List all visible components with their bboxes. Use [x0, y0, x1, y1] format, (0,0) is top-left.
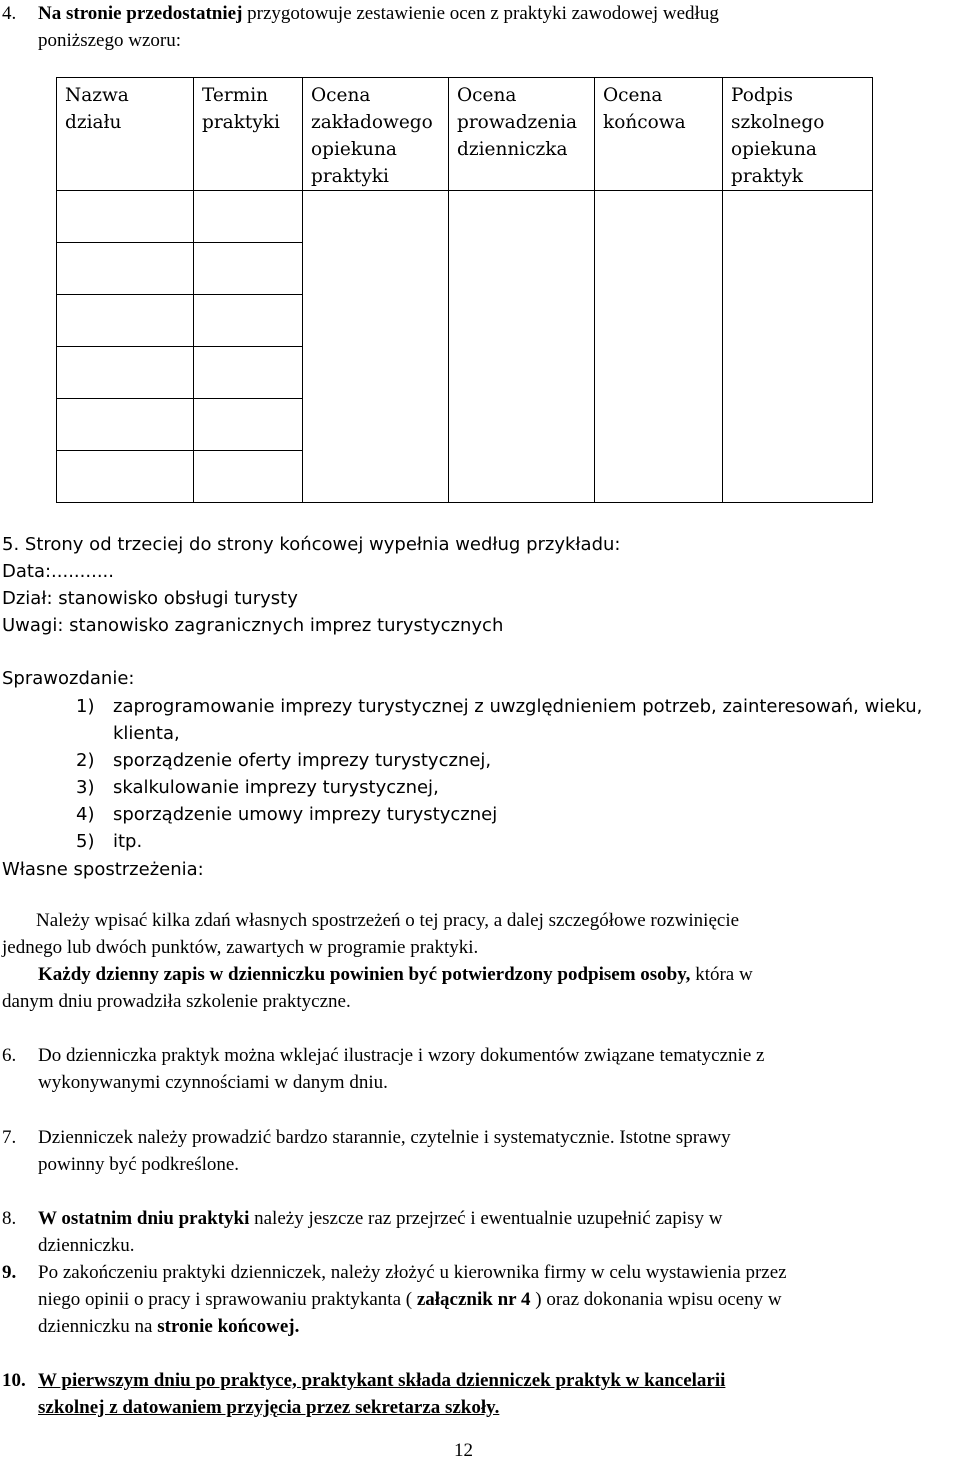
table-cell[interactable] — [194, 399, 303, 451]
item-10-number-text: 10. — [2, 1370, 26, 1391]
header-termin-praktyki — [194, 78, 303, 191]
table-cell[interactable] — [57, 295, 194, 347]
item-7-line1: Dzienniczek należy prowadzić bardzo starannie, czytelnie i systematycznie. Istotne sprawy — [38, 1127, 731, 1148]
header-text: Termin praktyki — [202, 85, 280, 133]
list-item: skalkulowanie imprezy turystycznej, — [113, 777, 439, 798]
grades-table — [56, 77, 873, 503]
paragraph-2-line1 — [38, 961, 753, 988]
header-text: Podpis szkolnego opiekuna praktyk — [731, 85, 825, 187]
item-6-line1: Do dzienniczka praktyk można wklejać ilustracje i wzory dokumentów związane tematycznie z — [38, 1045, 765, 1066]
item-9-line3-a: dzienniczku na — [38, 1316, 158, 1337]
item-9-line2-c: ) oraz dokonania wpisu oceny w — [530, 1289, 782, 1310]
sprawozdanie-label: Sprawozdanie: — [2, 668, 135, 689]
item-5-line: 5. Strony od trzeciej do strony końcowej wypełnia według przykładu: — [2, 534, 621, 555]
list-item: itp. — [113, 831, 143, 852]
item-4-number: 4. — [2, 3, 17, 24]
header-text: Ocena zakładowego opiekuna praktyki — [311, 85, 433, 187]
table-cell[interactable] — [595, 191, 723, 503]
item-10-line1-text: W pierwszym dniu po praktyce, praktykant składa dzienniczek praktyk w kancelarii — [38, 1370, 726, 1391]
item-10-number — [2, 1367, 26, 1394]
item-9-line3-bold: stronie końcowej. — [157, 1316, 300, 1337]
table-cell[interactable] — [194, 243, 303, 295]
item-4-rest: przygotowuje zestawienie ocen z praktyki zawodowej według — [242, 3, 719, 24]
wlasne-spostrzezenia-label: Własne spostrzeżenia: — [2, 859, 204, 880]
table-cell[interactable] — [57, 451, 194, 503]
item-10-line1 — [38, 1367, 725, 1394]
table-cell[interactable] — [449, 191, 595, 503]
paragraph-1-line1: Należy wpisać kilka zdań własnych spostrzeżeń o tej pracy, a dalej szczegółowe rozwinięcie — [36, 910, 740, 931]
item-8-rest: należy jeszcze raz przejrzeć i ewentualnie uzupełnić zapisy w — [249, 1208, 723, 1229]
data-line: Data:........... — [2, 561, 114, 582]
table-cell[interactable] — [57, 191, 194, 243]
item-4-line1 — [2, 0, 16, 27]
item-10-line2-text: szkolnej z datowaniem przyjęcia przez sekretarza szkoły. — [38, 1397, 500, 1418]
list-item-num: 4) — [76, 804, 95, 825]
header-ocena-koncowa — [595, 78, 723, 191]
item-6-line2: wykonywanymi czynnościami w danym dniu. — [38, 1072, 388, 1093]
item-4-line2: poniższego wzoru: — [38, 30, 181, 51]
list-item-num: 3) — [76, 777, 95, 798]
table-row — [57, 191, 873, 243]
item-8-number: 8. — [2, 1208, 17, 1229]
header-text: Ocena końcowa — [603, 85, 686, 133]
table-cell[interactable] — [723, 191, 873, 503]
item-9-line2-a: niego opinii o pracy i sprawowaniu praktykanta ( — [38, 1289, 417, 1310]
item-9-number — [2, 1259, 16, 1286]
uwagi-line: Uwagi: stanowisko zagranicznych imprez turystycznych — [2, 615, 504, 636]
table-cell[interactable] — [57, 399, 194, 451]
item-10-line2 — [38, 1394, 499, 1421]
table-cell[interactable] — [194, 347, 303, 399]
item-9-line2 — [38, 1286, 782, 1313]
item-9-line1: Po zakończeniu praktyki dzienniczek, należy złożyć u kierownika firmy w celu wystawienia przez — [38, 1262, 787, 1283]
table-cell[interactable] — [57, 243, 194, 295]
item-4-text — [38, 0, 719, 27]
list-item-num: 1) — [76, 696, 95, 717]
item-9-line3 — [38, 1313, 299, 1340]
list-item: sporządzenie umowy imprezy turystycznej — [113, 804, 498, 825]
list-item: zaprogramowanie imprezy turystycznej z uwzględnieniem potrzeb, zainteresowań, wieku, — [113, 696, 923, 717]
header-nazwa-dzialu — [57, 78, 194, 191]
header-ocena-zakladowego — [303, 78, 449, 191]
table-cell[interactable] — [57, 347, 194, 399]
attachment-reference: załącznik nr 4 — [416, 1289, 531, 1310]
list-item-cont: klienta, — [113, 723, 180, 744]
list-item-num: 2) — [76, 750, 95, 771]
header-text: Ocena prowadzenia dzienniczka — [457, 85, 578, 160]
table-cell[interactable] — [194, 295, 303, 347]
item-7-line2: powinny być podkreślone. — [38, 1154, 240, 1175]
paragraph-2-rest: która w — [690, 964, 753, 985]
item-8-line1 — [38, 1205, 723, 1232]
header-podpis — [723, 78, 873, 191]
list-item-num: 5) — [76, 831, 95, 852]
table-cell[interactable] — [303, 191, 449, 503]
item-8-line2: dzienniczku. — [38, 1235, 135, 1256]
item-8-bold: W ostatnim dniu praktyki — [38, 1208, 250, 1229]
table-cell[interactable] — [194, 191, 303, 243]
item-4-bold: Na stronie przedostatniej — [38, 3, 243, 24]
header-text: Nazwa działu — [65, 85, 129, 133]
list-item: sporządzenie oferty imprezy turystycznej, — [113, 750, 492, 771]
table-header-row — [57, 78, 873, 191]
page-number: 12 — [454, 1440, 473, 1461]
paragraph-1-line2: jednego lub dwóch punktów, zawartych w programie praktyki. — [2, 937, 479, 958]
paragraph-2-line2: danym dniu prowadziła szkolenie praktyczne. — [2, 991, 351, 1012]
header-ocena-prowadzenia — [449, 78, 595, 191]
dzial-line: Dział: stanowisko obsługi turysty — [2, 588, 298, 609]
paragraph-2-bold: Każdy dzienny zapis w dzienniczku powinien być potwierdzony podpisem osoby, — [38, 964, 691, 985]
item-6-number: 6. — [2, 1045, 17, 1066]
item-7-number: 7. — [2, 1127, 17, 1148]
table-cell[interactable] — [194, 451, 303, 503]
item-9-number-text: 9. — [2, 1262, 17, 1283]
